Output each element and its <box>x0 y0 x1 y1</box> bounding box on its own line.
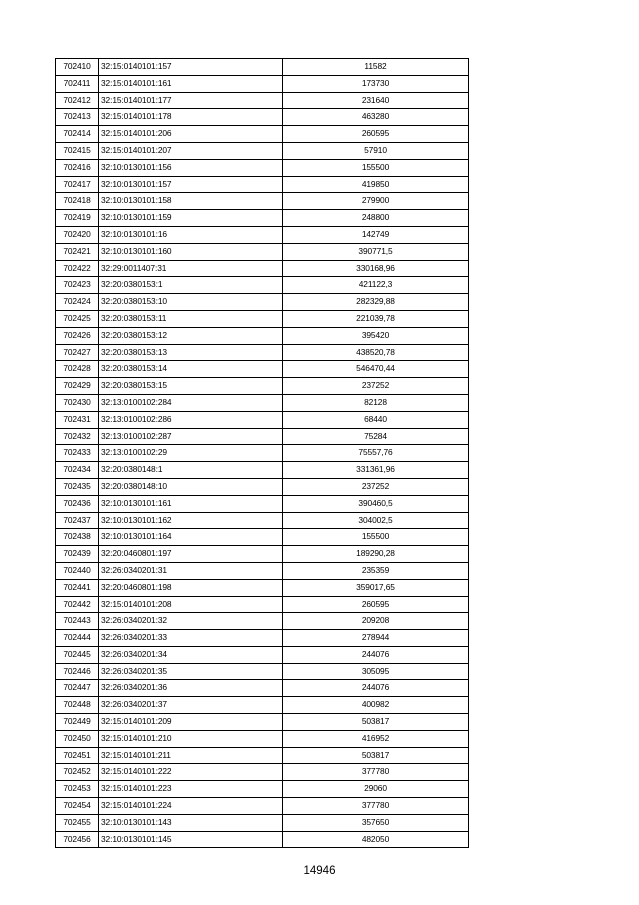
value-cell: 75557,76 <box>283 445 469 462</box>
value-cell: 304002,5 <box>283 512 469 529</box>
value-cell: 438520,78 <box>283 344 469 361</box>
value-cell: 416952 <box>283 730 469 747</box>
cadastral-number-cell: 32:15:0140101:206 <box>99 126 283 143</box>
cadastral-number-cell: 32:13:0100102:29 <box>99 445 283 462</box>
row-id-cell: 702430 <box>56 394 99 411</box>
row-id-cell: 702413 <box>56 109 99 126</box>
cadastral-number-cell: 32:10:0130101:16 <box>99 226 283 243</box>
table-row <box>56 310 469 327</box>
cadastral-number-cell: 32:15:0140101:157 <box>99 59 283 76</box>
row-id-cell: 702448 <box>56 697 99 714</box>
cadastral-number-cell: 32:26:0340201:31 <box>99 562 283 579</box>
cadastral-number-cell: 32:26:0340201:33 <box>99 630 283 647</box>
value-cell: 11582 <box>283 59 469 76</box>
table-row <box>56 294 469 311</box>
cadastral-number-cell: 32:15:0140101:207 <box>99 142 283 159</box>
cadastral-number-cell: 32:20:0380153:12 <box>99 327 283 344</box>
cadastral-number-cell: 32:26:0340201:37 <box>99 697 283 714</box>
cadastral-number-cell: 32:15:0140101:161 <box>99 75 283 92</box>
value-cell: 390771,5 <box>283 243 469 260</box>
value-cell: 29060 <box>283 781 469 798</box>
cadastral-number-cell: 32:26:0340201:32 <box>99 613 283 630</box>
value-cell: 235359 <box>283 562 469 579</box>
cadastral-number-cell: 32:15:0140101:208 <box>99 596 283 613</box>
cadastral-number-cell: 32:15:0140101:177 <box>99 92 283 109</box>
table-row <box>56 798 469 815</box>
table-row <box>56 663 469 680</box>
row-id-cell: 702442 <box>56 596 99 613</box>
value-cell: 503817 <box>283 747 469 764</box>
cadastral-number-cell: 32:20:0380153:14 <box>99 361 283 378</box>
value-cell: 359017,65 <box>283 579 469 596</box>
cadastral-number-cell: 32:20:0380153:1 <box>99 277 283 294</box>
table-row <box>56 747 469 764</box>
cadastral-number-cell: 32:13:0100102:286 <box>99 411 283 428</box>
table-row <box>56 361 469 378</box>
value-cell: 377780 <box>283 798 469 815</box>
value-cell: 421122,3 <box>283 277 469 294</box>
table-row <box>56 646 469 663</box>
value-cell: 155500 <box>283 529 469 546</box>
cadastral-number-cell: 32:10:0130101:162 <box>99 512 283 529</box>
value-cell: 282329,88 <box>283 294 469 311</box>
table-row <box>56 75 469 92</box>
table-row <box>56 697 469 714</box>
cadastral-number-cell: 32:20:0380153:15 <box>99 378 283 395</box>
cadastral-number-cell: 32:15:0140101:223 <box>99 781 283 798</box>
value-cell: 260595 <box>283 126 469 143</box>
cadastral-number-cell: 32:10:0130101:157 <box>99 176 283 193</box>
cadastral-number-cell: 32:10:0130101:156 <box>99 159 283 176</box>
value-cell: 237252 <box>283 478 469 495</box>
row-id-cell: 702438 <box>56 529 99 546</box>
cadastral-number-cell: 32:15:0140101:178 <box>99 109 283 126</box>
row-id-cell: 702414 <box>56 126 99 143</box>
table-row <box>56 529 469 546</box>
value-cell: 82128 <box>283 394 469 411</box>
table-row <box>56 596 469 613</box>
row-id-cell: 702423 <box>56 277 99 294</box>
cadastral-number-cell: 32:26:0340201:35 <box>99 663 283 680</box>
table-row <box>56 831 469 848</box>
table-row <box>56 781 469 798</box>
cadastral-number-cell: 32:10:0130101:145 <box>99 831 283 848</box>
value-cell: 357650 <box>283 814 469 831</box>
row-id-cell: 702432 <box>56 428 99 445</box>
row-id-cell: 702450 <box>56 730 99 747</box>
value-cell: 173730 <box>283 75 469 92</box>
table-body <box>56 59 469 848</box>
table-row <box>56 260 469 277</box>
value-cell: 279900 <box>283 193 469 210</box>
value-cell: 57910 <box>283 142 469 159</box>
value-cell: 68440 <box>283 411 469 428</box>
row-id-cell: 702440 <box>56 562 99 579</box>
row-id-cell: 702435 <box>56 478 99 495</box>
row-id-cell: 702452 <box>56 764 99 781</box>
row-id-cell: 702445 <box>56 646 99 663</box>
table-row <box>56 546 469 563</box>
cadastral-number-cell: 32:15:0140101:209 <box>99 714 283 731</box>
cadastral-number-cell: 32:20:0380153:10 <box>99 294 283 311</box>
row-id-cell: 702419 <box>56 210 99 227</box>
row-id-cell: 702456 <box>56 831 99 848</box>
row-id-cell: 702425 <box>56 310 99 327</box>
cadastral-number-cell: 32:15:0140101:210 <box>99 730 283 747</box>
table-row <box>56 730 469 747</box>
row-id-cell: 702416 <box>56 159 99 176</box>
value-cell: 189290,28 <box>283 546 469 563</box>
row-id-cell: 702422 <box>56 260 99 277</box>
value-cell: 400982 <box>283 697 469 714</box>
row-id-cell: 702410 <box>56 59 99 76</box>
cadastral-number-cell: 32:10:0130101:159 <box>99 210 283 227</box>
table-row <box>56 193 469 210</box>
table-row <box>56 630 469 647</box>
cadastral-number-cell: 32:15:0140101:222 <box>99 764 283 781</box>
row-id-cell: 702429 <box>56 378 99 395</box>
row-id-cell: 702447 <box>56 680 99 697</box>
row-id-cell: 702411 <box>56 75 99 92</box>
cadastral-number-cell: 32:10:0130101:160 <box>99 243 283 260</box>
table-row <box>56 92 469 109</box>
table-row <box>56 226 469 243</box>
cadastral-number-cell: 32:20:0380153:11 <box>99 310 283 327</box>
cadastral-number-cell: 32:13:0100102:287 <box>99 428 283 445</box>
value-cell: 209208 <box>283 613 469 630</box>
cadastral-number-cell: 32:10:0130101:143 <box>99 814 283 831</box>
table-row <box>56 478 469 495</box>
value-cell: 482050 <box>283 831 469 848</box>
cadastral-number-cell: 32:10:0130101:164 <box>99 529 283 546</box>
cadastral-number-cell: 32:20:0460801:197 <box>99 546 283 563</box>
value-cell: 248800 <box>283 210 469 227</box>
row-id-cell: 702427 <box>56 344 99 361</box>
table-row <box>56 411 469 428</box>
table-row <box>56 814 469 831</box>
row-id-cell: 702428 <box>56 361 99 378</box>
cadastral-number-cell: 32:29:0011407:31 <box>99 260 283 277</box>
value-cell: 231640 <box>283 92 469 109</box>
table-row <box>56 126 469 143</box>
row-id-cell: 702451 <box>56 747 99 764</box>
row-id-cell: 702426 <box>56 327 99 344</box>
value-cell: 244076 <box>283 646 469 663</box>
page-number: 14946 <box>303 865 336 877</box>
row-id-cell: 702436 <box>56 495 99 512</box>
row-id-cell: 702453 <box>56 781 99 798</box>
table-row <box>56 378 469 395</box>
row-id-cell: 702433 <box>56 445 99 462</box>
row-id-cell: 702420 <box>56 226 99 243</box>
table-row <box>56 714 469 731</box>
value-cell: 463280 <box>283 109 469 126</box>
table-row <box>56 445 469 462</box>
table-row <box>56 512 469 529</box>
cadastral-number-cell: 32:20:0380148:1 <box>99 462 283 479</box>
row-id-cell: 702437 <box>56 512 99 529</box>
row-id-cell: 702434 <box>56 462 99 479</box>
cadastral-number-cell: 32:15:0140101:211 <box>99 747 283 764</box>
table-row <box>56 562 469 579</box>
cadastral-number-cell: 32:20:0460801:198 <box>99 579 283 596</box>
table-row <box>56 428 469 445</box>
value-cell: 244076 <box>283 680 469 697</box>
value-cell: 331361,96 <box>283 462 469 479</box>
value-cell: 330168,96 <box>283 260 469 277</box>
table-row <box>56 59 469 76</box>
row-id-cell: 702431 <box>56 411 99 428</box>
row-id-cell: 702421 <box>56 243 99 260</box>
table-row <box>56 176 469 193</box>
table-row <box>56 142 469 159</box>
table-row <box>56 394 469 411</box>
value-cell: 237252 <box>283 378 469 395</box>
table-row <box>56 579 469 596</box>
table-row <box>56 327 469 344</box>
value-cell: 75284 <box>283 428 469 445</box>
row-id-cell: 702424 <box>56 294 99 311</box>
value-cell: 260595 <box>283 596 469 613</box>
table-row <box>56 495 469 512</box>
cadastral-number-cell: 32:15:0140101:224 <box>99 798 283 815</box>
row-id-cell: 702412 <box>56 92 99 109</box>
value-cell: 155500 <box>283 159 469 176</box>
value-cell: 395420 <box>283 327 469 344</box>
row-id-cell: 702415 <box>56 142 99 159</box>
value-cell: 390460,5 <box>283 495 469 512</box>
value-cell: 142749 <box>283 226 469 243</box>
row-id-cell: 702418 <box>56 193 99 210</box>
row-id-cell: 702444 <box>56 630 99 647</box>
row-id-cell: 702417 <box>56 176 99 193</box>
row-id-cell: 702443 <box>56 613 99 630</box>
value-cell: 221039,78 <box>283 310 469 327</box>
cadastral-number-cell: 32:20:0380153:13 <box>99 344 283 361</box>
table-row <box>56 243 469 260</box>
row-id-cell: 702455 <box>56 814 99 831</box>
cadastral-number-cell: 32:26:0340201:36 <box>99 680 283 697</box>
cadastral-number-cell: 32:20:0380148:10 <box>99 478 283 495</box>
table-row <box>56 462 469 479</box>
table-row <box>56 109 469 126</box>
row-id-cell: 702449 <box>56 714 99 731</box>
cadastral-number-cell: 32:10:0130101:161 <box>99 495 283 512</box>
cadastral-number-cell: 32:10:0130101:158 <box>99 193 283 210</box>
value-cell: 278944 <box>283 630 469 647</box>
value-cell: 546470,44 <box>283 361 469 378</box>
row-id-cell: 702446 <box>56 663 99 680</box>
table-row <box>56 344 469 361</box>
table-row <box>56 613 469 630</box>
value-cell: 305095 <box>283 663 469 680</box>
cadastral-number-cell: 32:13:0100102:284 <box>99 394 283 411</box>
table-row <box>56 159 469 176</box>
table-row <box>56 764 469 781</box>
table-row <box>56 277 469 294</box>
value-cell: 377780 <box>283 764 469 781</box>
row-id-cell: 702441 <box>56 579 99 596</box>
data-table <box>55 58 469 848</box>
value-cell: 503817 <box>283 714 469 731</box>
row-id-cell: 702439 <box>56 546 99 563</box>
table-row <box>56 680 469 697</box>
table-row <box>56 210 469 227</box>
cadastral-number-cell: 32:26:0340201:34 <box>99 646 283 663</box>
row-id-cell: 702454 <box>56 798 99 815</box>
value-cell: 419850 <box>283 176 469 193</box>
